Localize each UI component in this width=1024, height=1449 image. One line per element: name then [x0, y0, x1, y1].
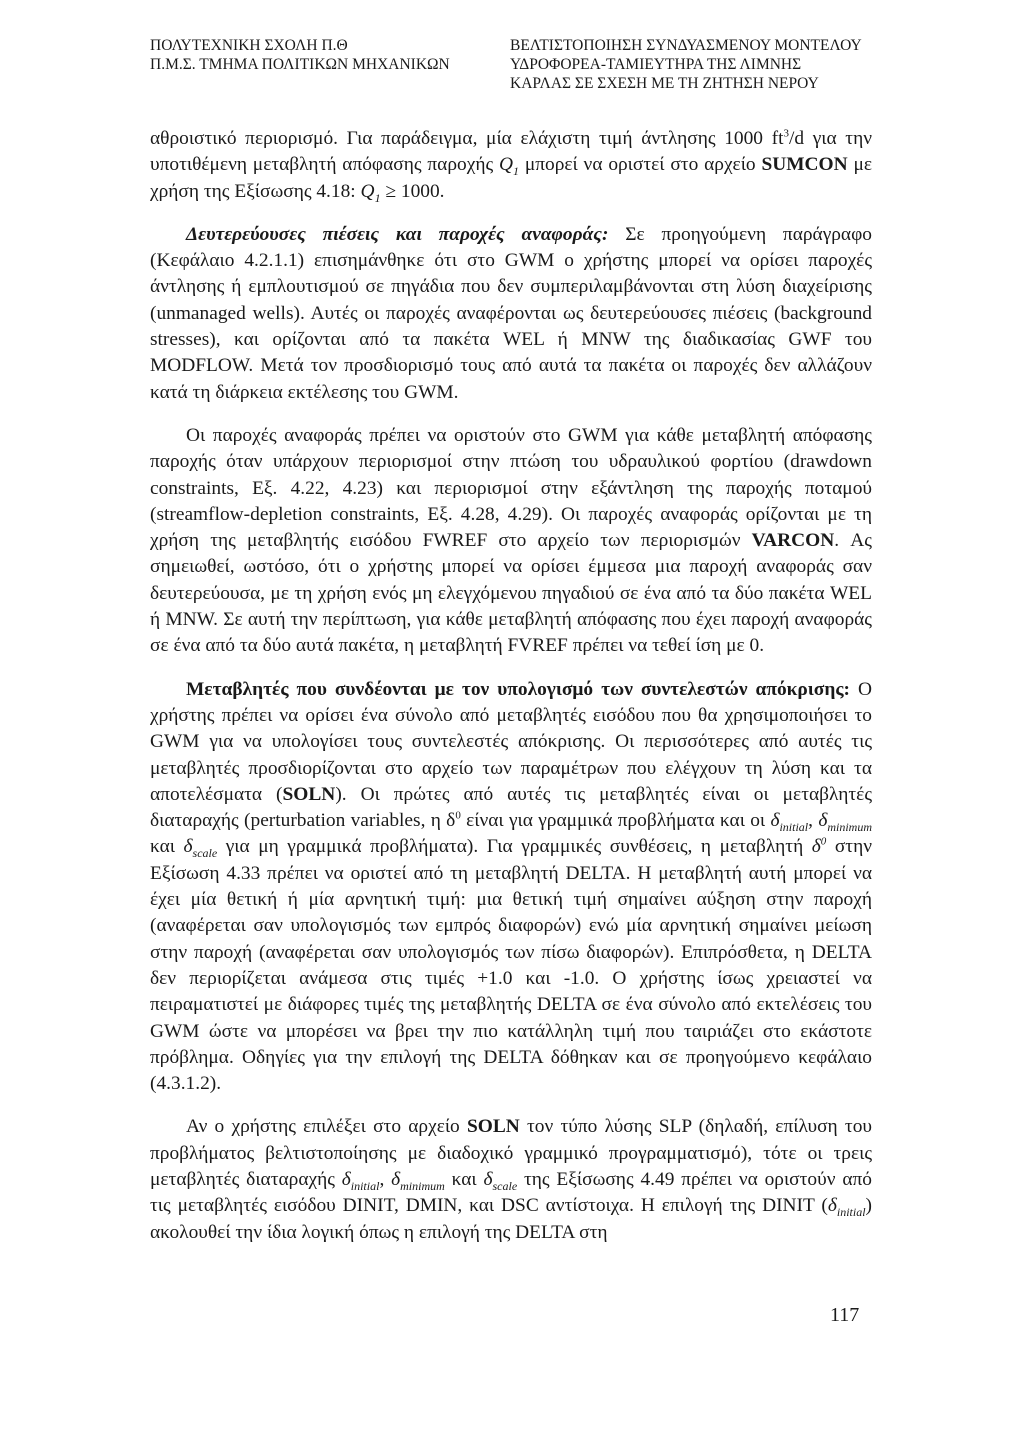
header-title-line1: ΒΕΛΤΙΣΤΟΠΟΙΗΣΗ ΣΥΝΔΥΑΣΜΕΝΟΥ ΜΟΝΤΕΛΟΥ	[510, 37, 862, 54]
superscript: 0	[820, 835, 827, 848]
symbol: δ	[483, 1168, 493, 1190]
subscript: scale	[192, 846, 218, 861]
text: τον τύπο λύσης SLP (δηλαδή, επίλυση του προβλήματος βελτιστοποίησης με διαδοχικό γραμμικό προγραμματισμό), τότε οι τρεις μεταβλητές διαταραχής	[150, 1116, 872, 1190]
subscript: minimum	[400, 1178, 445, 1193]
text: ) ακολουθεί την ίδια λογική όπως η επιλογή της DELTA στη	[150, 1195, 872, 1243]
text: μπορεί να οριστεί στο αρχείο	[518, 154, 762, 176]
text: Σε προηγούμενη παράγραφο (Κεφάλαιο 4.2.1.1) επισημάνθηκε ότι στο GWM ο χρήστης μπορεί να ορίσει παροχές άντλησης ή εμπλουτισμού σε πηγάδια που δεν συμπεριλαμβάνονται στη λύση διαχείρισης (unmanaged wells). Αυτές οι παροχές αναφέρονται ως δευτερεύουσες πιέσεις (background stresses), και ορίζονται από τα πακέτα WEL ή MNW της διαδικασίας GWF του MODFLOW. Μετά τον προσδιορισμό τους από αυτά τα πακέτα οι παροχές δεν αλλάζουν κατά τη διάρκεια εκτέλεσης του GWM.	[150, 223, 872, 403]
section-heading: Μεταβλητές που συνδέονται με τον υπολογισμό των συντελεστών απόκρισης:	[186, 678, 850, 700]
file-name: VARCON	[751, 530, 835, 552]
paragraph-4	[150, 677, 872, 1098]
superscript: 0	[455, 809, 461, 822]
text: είναι για γραμμικά προβλήματα και οι	[460, 810, 771, 832]
subscript: initial	[779, 820, 809, 834]
page-number: 117	[830, 1304, 860, 1326]
subscript: minimum	[827, 820, 872, 834]
section-heading: Δευτερεύουσες πιέσεις και παροχές αναφοράς:	[186, 223, 609, 245]
text: Αν ο χρήστης επιλέξει στο αρχείο	[186, 1116, 467, 1138]
header-title-line2: ΥΔΡΟΦΟΡΕΑ-ΤΑΜΙΕΥΤΗΡΑ ΤΗΣ ΛΙΜΝΗΣ	[510, 56, 802, 73]
symbol: δ	[770, 810, 780, 832]
page-header	[150, 36, 874, 96]
paragraph-3	[150, 423, 872, 660]
text: Ο χρήστης πρέπει να ορίσει ένα σύνολο από μεταβλητές εισόδου που θα χρησιμοποιήσει το GWM για να υπολογίσει τους συντελεστές απόκρισης. Οι περισσότερες από αυτές τις μεταβλητές προσδιορίζονται στο αρχείο των παραμέτρων που ελέγχουν τη λύση και τα αποτελέσματα (	[150, 678, 872, 805]
text: /d για την υποτιθέμενη μεταβλητή απόφασης παροχής	[150, 128, 872, 176]
subscript: initial	[836, 1205, 866, 1220]
symbol: δ	[827, 1195, 837, 1217]
file-name: SOLN	[466, 1116, 520, 1138]
header-right	[510, 36, 862, 93]
symbol: δ	[818, 810, 828, 832]
subscript: initial	[350, 1178, 380, 1193]
file-name: SUMCON	[761, 154, 848, 176]
text: ,	[379, 1168, 392, 1190]
text: και	[150, 836, 184, 858]
symbol: Q	[498, 154, 513, 176]
symbol: δ	[183, 836, 193, 858]
subscript: scale	[492, 1178, 518, 1193]
symbol: δ	[391, 1168, 401, 1190]
symbol: δ	[811, 836, 821, 858]
text: ). Οι πρώτες από αυτές τις μεταβλητές είναι οι μεταβλητές διαταραχής (perturbation variables, η δ	[150, 783, 872, 832]
paragraph-1	[150, 126, 872, 205]
text: ,	[808, 810, 819, 832]
symbol: δ	[341, 1168, 351, 1190]
header-left	[150, 36, 450, 74]
header-title-line3: ΚΑΡΛΑΣ ΣΕ ΣΧΕΣΗ ΜΕ ΤΗ ΖΗΤΗΣΗ ΝΕΡΟΥ	[510, 75, 819, 92]
subscript: 1	[512, 164, 519, 179]
symbol: Q	[360, 180, 375, 202]
text: ≥ 1000.	[380, 180, 445, 202]
text: για μη γραμμικά προβλήματα). Για γραμμικές συνθέσεις, η μεταβλητή	[217, 836, 812, 858]
text: στην Εξίσωση 4.33 πρέπει να οριστεί από τη μεταβλητή DELTA. Η μεταβλητή αυτή μπορεί να έχει μία θετική ή μία αρνητική τιμή: μια θετική τιμή σημαίνει αύξηση στην παροχή (αναφέρεται σαν υπολογισμός των εμπρός διαφορών) ενώ μία αρνητική σημαίνει μείωση στην παροχή (αναφέρεται σαν υπολογισμός των πίσω διαφορών). Επιπρόσθετα, η DELTA δεν περιορίζεται ανάμεσα στις τιμές +1.0 και -1.0. Ο χρήστης ίσως χρειαστεί να πειραματιστεί με διάφορες τιμές της μεταβλητής DELTA σε ένα σύνολο από εκτελέσεις του GWM ώστε να μπορέσει να βρει την πιο κατάλληλη τιμή που ταιριάζει στο εκάστοτε πρόβλημα. Οδηγίες για την επιλογή της DELTA δόθηκαν και σε προηγούμενο κεφάλαιο (4.3.1.2).	[150, 836, 872, 1095]
file-name: SOLN	[282, 783, 336, 805]
paragraph-2	[150, 222, 872, 406]
text: . Ας σημειωθεί, ωστόσο, ότι ο χρήστης μπορεί να ορίσει έμμεσα μια παροχή αναφοράς σαν δευτερεύουσα, με τη χρήση ενός μη ελεγχόμενου πηγαδιού σε ένα από τα δύο πακέτα WEL ή MNW. Σε αυτή την περίπτωση, για κάθε μεταβλητή απόφασης που έχει παροχή αναφοράς σε ένα από τα δύο αυτά πακέτα, η μεταβλητή FVREF πρέπει να τεθεί ίση με 0.	[150, 530, 872, 657]
text: της Εξίσωσης 4.49 πρέπει να οριστούν από τις μεταβλητές εισόδου DINIT, DMIN, και DSC αντίστοιχα. Η επιλογή της DINIT (	[150, 1168, 872, 1217]
paragraph-5	[150, 1114, 872, 1245]
subscript: 1	[374, 190, 381, 205]
text: με χρήση της Εξίσωσης 4.18:	[150, 154, 872, 202]
text: αθροιστικό περιορισμό. Για παράδειγμα, μία ελάχιστη τιμή άντλησης 1000 ft	[150, 128, 784, 149]
header-institution: ΠΟΛΥΤΕΧΝΙΚΗ ΣΧΟΛΗ Π.Θ	[150, 37, 348, 54]
text: Οι παροχές αναφοράς πρέπει να οριστούν στο GWM για κάθε μεταβλητή απόφασης παροχής όταν υπάρχουν περιορισμοί στην πτώση του υδραυλικού φορτίου (drawdown constraints, Εξ. 4.22, 4.23) και περιορισμοί στην εξάντληση της παροχής ποταμού (streamflow-depletion constraints, Εξ. 4.28, 4.29). Οι παροχές αναφοράς ορίζονται με τη χρήση της μεταβλητής εισόδου FWREF στο αρχείο των περιορισμών	[150, 424, 872, 552]
page-body	[150, 126, 872, 1263]
text: και	[444, 1168, 484, 1190]
header-department: Π.Μ.Σ. ΤΜΗΜΑ ΠΟΛΙΤΙΚΩΝ ΜΗΧΑΝΙΚΩΝ	[150, 56, 450, 73]
superscript: 3	[783, 127, 789, 140]
